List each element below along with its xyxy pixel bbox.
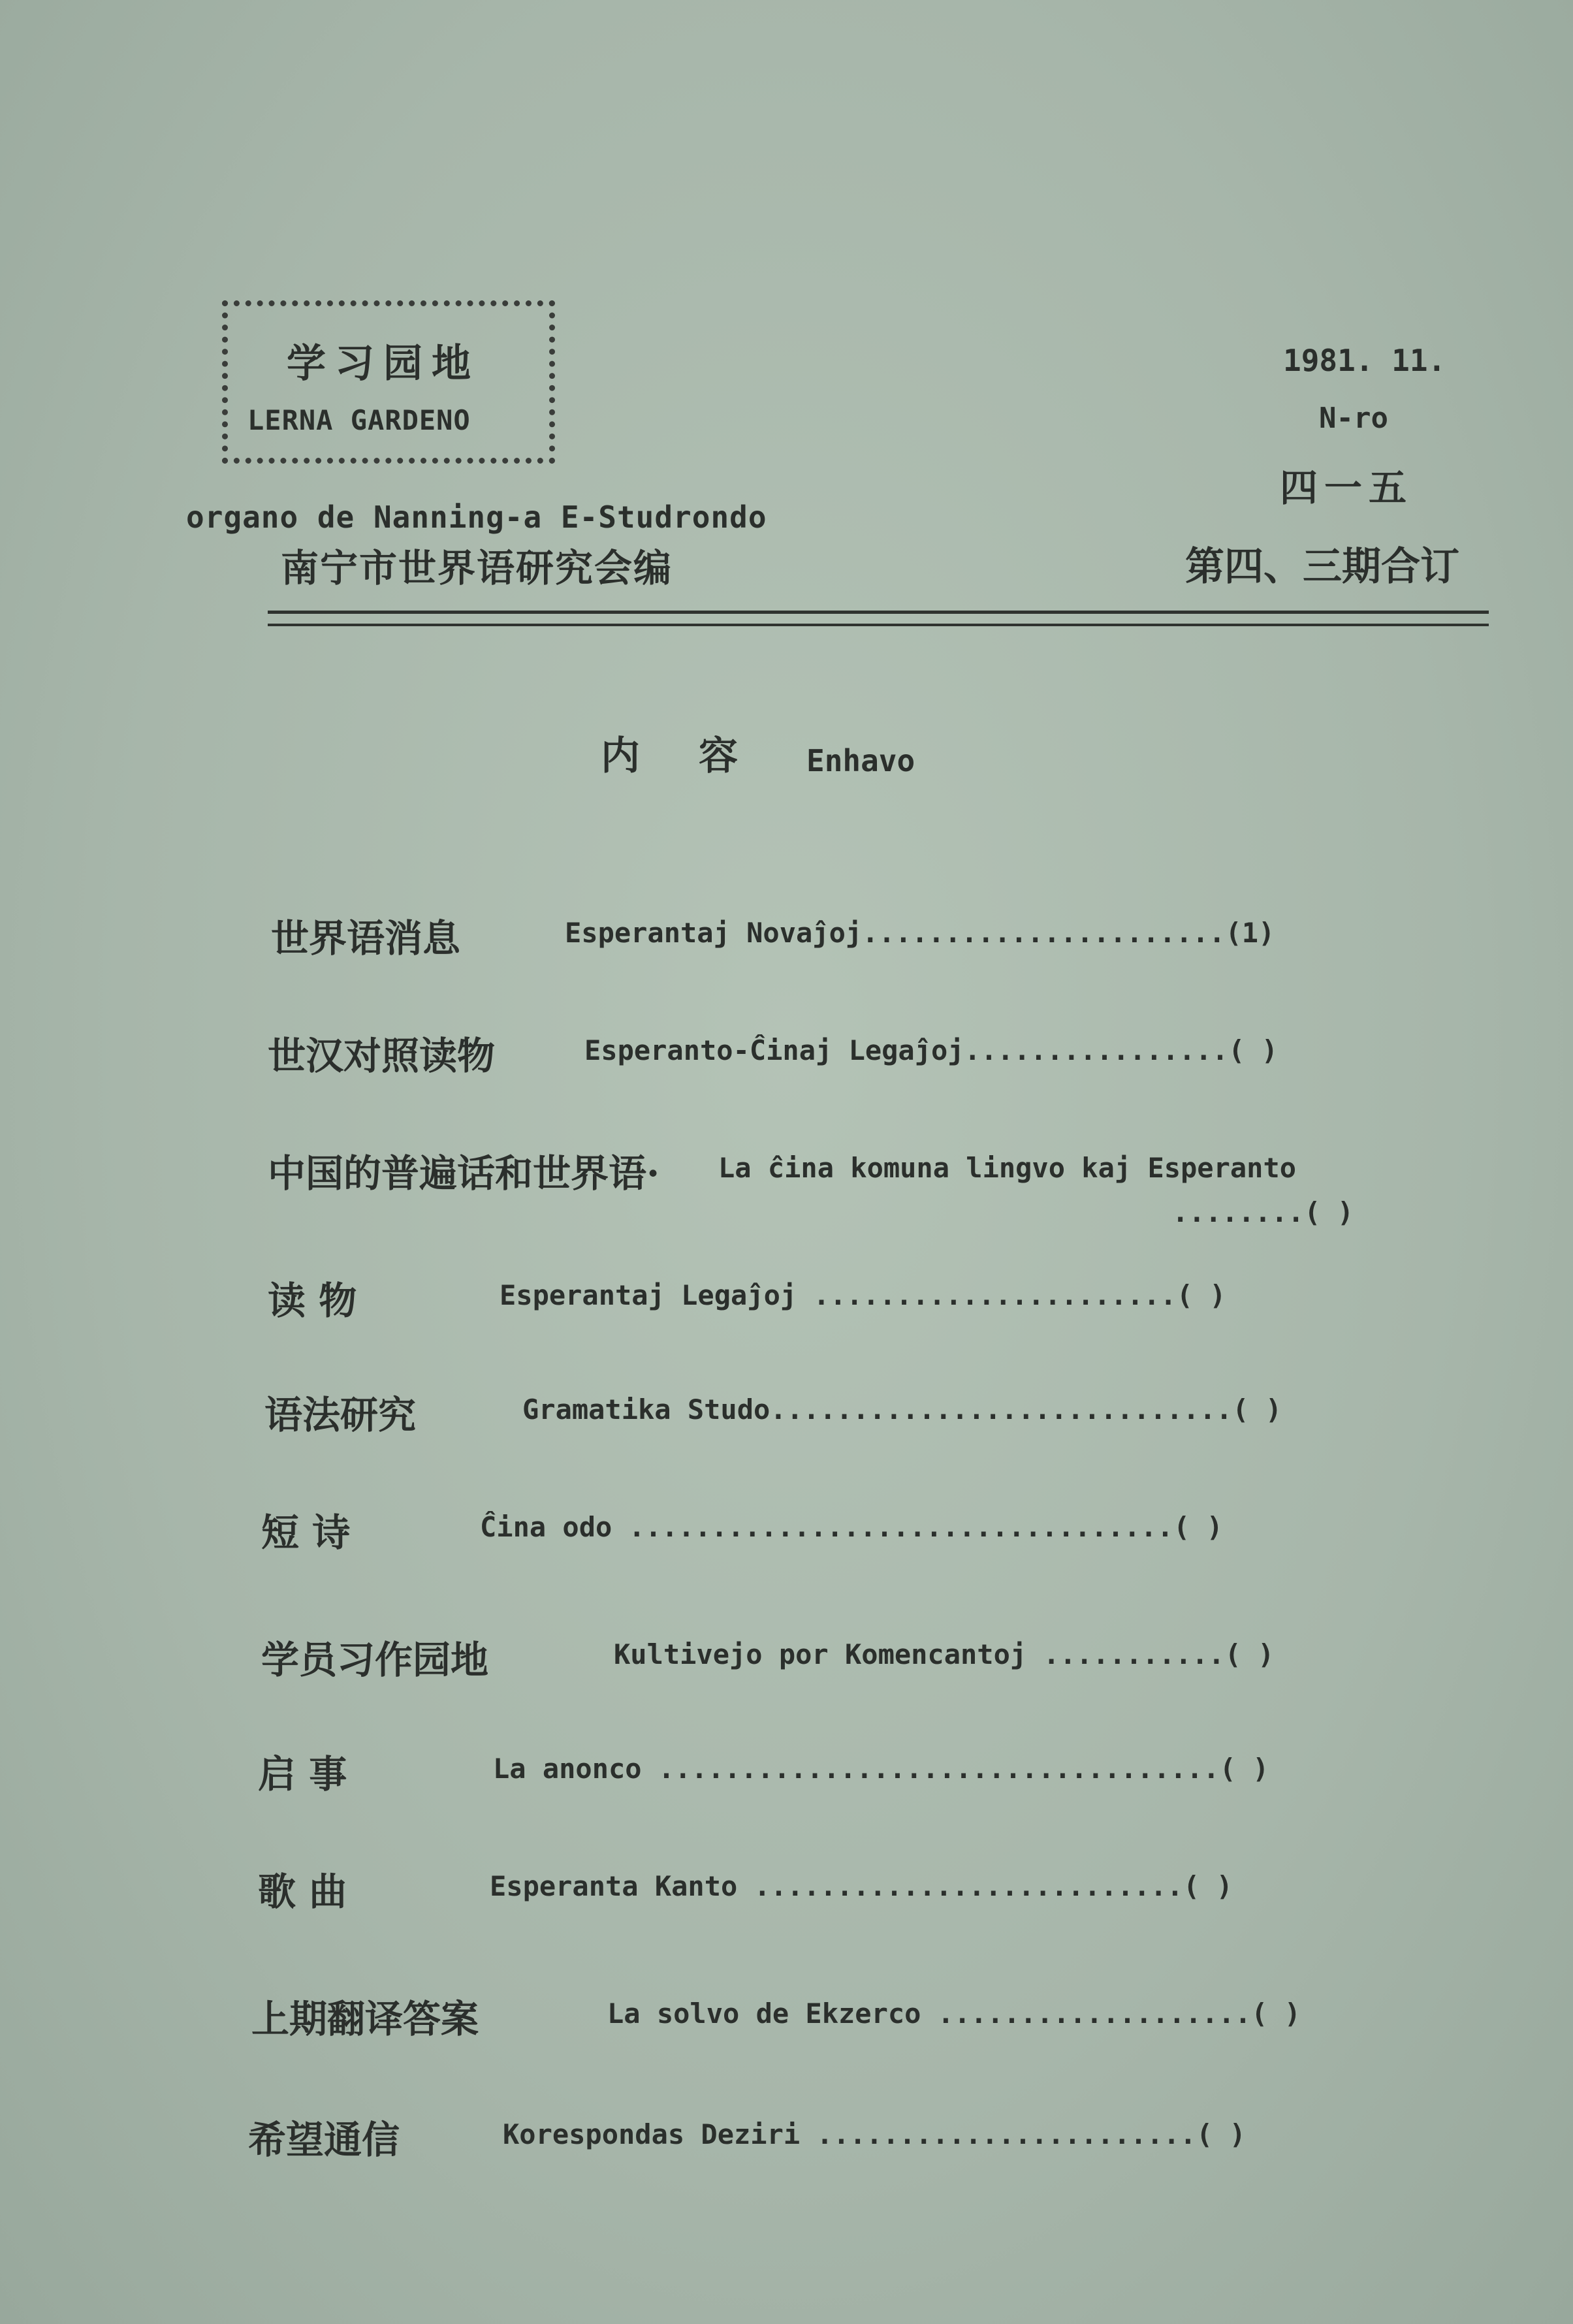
toc-title-en: Enhavo bbox=[806, 743, 915, 778]
toc-entry-continuation: ........( ) bbox=[1172, 1196, 1354, 1228]
masthead-title-cn: 学习园地 bbox=[287, 341, 480, 387]
masthead-title-en: LERNA GARDENO bbox=[247, 404, 471, 436]
toc-entry-cn: 启 事 bbox=[258, 1752, 347, 1796]
toc-entry-cn: 世界语消息 bbox=[271, 916, 461, 961]
toc-entry-en: La solvo de Ekzerco ...................( ) bbox=[607, 1998, 1301, 2030]
toc-entry-cn: 短 诗 bbox=[261, 1510, 351, 1555]
toc-entry-en: Kultivejo por Komencantoj ...........( ) bbox=[614, 1638, 1275, 1670]
toc-entry-cn: 语法研究 bbox=[264, 1393, 417, 1437]
toc-entry-cn: 学员习作园地 bbox=[261, 1638, 489, 1682]
organ-english: organo de Nanning-a E-Studrondo bbox=[186, 500, 767, 535]
toc-entry-cn: 希望通信 bbox=[248, 2118, 400, 2162]
toc-entry-cn: 上期翻译答案 bbox=[251, 1997, 479, 2041]
toc-entry-en: La ĉina komuna lingvo kaj Esperanto bbox=[718, 1152, 1297, 1184]
toc-entry-cn: 歌 曲 bbox=[258, 1870, 347, 1914]
issue-date: 1981. 11. bbox=[1283, 343, 1446, 378]
toc-entry-en: Esperanto-Ĉinaj Legaĵoj................( ) bbox=[584, 1034, 1279, 1066]
toc-entry-en: Esperantaj Legaĵoj ......................( ) bbox=[500, 1279, 1226, 1311]
toc-entry-en: Korespondas Deziri .......................( ) bbox=[503, 2118, 1246, 2150]
toc-entry-cn: 中国的普遍话和世界语· bbox=[268, 1151, 660, 1196]
toc-entry-en: Esperanta Kanto ..........................( ) bbox=[490, 1870, 1233, 1902]
header-rule-bottom bbox=[268, 624, 1489, 626]
toc-entry-en: Esperantaj Novaĵoj......................(1) bbox=[565, 917, 1275, 949]
masthead-stamp bbox=[222, 300, 555, 464]
toc-entry-cn: 世汉对照读物 bbox=[268, 1034, 496, 1078]
toc-entry-en: Ĉina odo .................................( ) bbox=[480, 1511, 1223, 1543]
issue-combined-cn: 第四、三期合订 bbox=[1185, 544, 1459, 590]
organ-chinese: 南宁市世界语研究会编 bbox=[281, 546, 673, 590]
toc-entry-cn: 读 物 bbox=[268, 1279, 357, 1323]
toc-entry-en: La anonco ..................................( ) bbox=[493, 1753, 1269, 1785]
issue-number-cn: 四一五 bbox=[1280, 466, 1414, 510]
header-rule-top bbox=[268, 611, 1489, 614]
toc-title-cn: 内容 bbox=[601, 733, 797, 779]
toc-entry-en: Gramatika Studo............................( ) bbox=[522, 1393, 1282, 1425]
number-label: N-ro bbox=[1319, 402, 1388, 435]
